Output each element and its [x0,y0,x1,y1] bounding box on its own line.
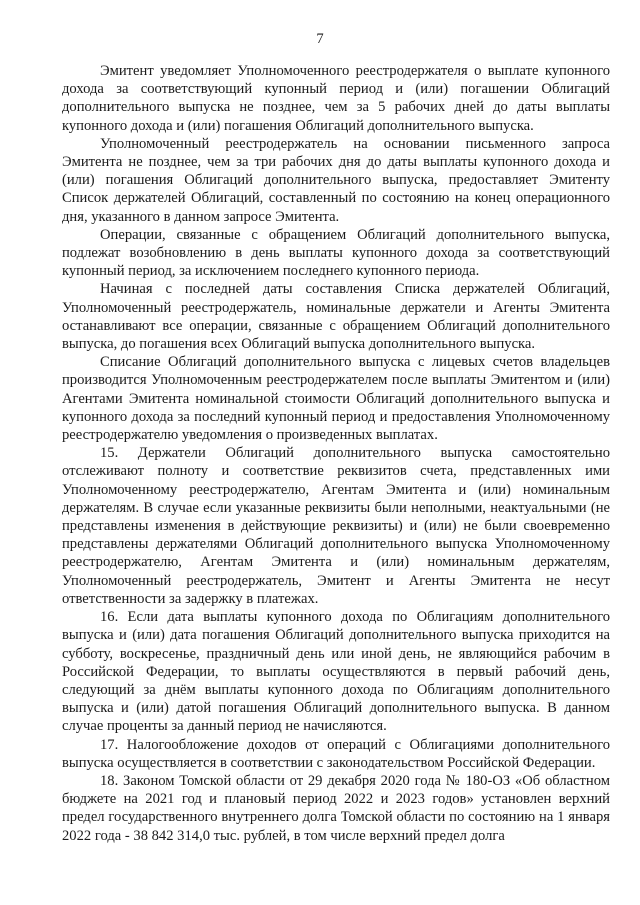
paragraph-item-15: 15. Держатели Облигаций дополнительного выпуска самостоятельно отслеживают полноту и соответствие реквизитов счета, представленных ими Уполномоченному реестродержателю, Агентам Эмитента и (или) номинальным держателям. В случае если указанные реквизиты были неполными, неактуальными (не представлены изменения в действующие реквизиты) и (или) не были своевременно представлены держателями Облигаций дополнительного выпуска Уполномоченному реестродержателю, Агентам Эмитента и (или) номинальным держателям, Уполномоченный реестродержатель, Эмитент и Агенты Эмитента не несут ответственности за задержку в платежах. [62,445,610,607]
paragraph-holders-list: Уполномоченный реестродержатель на основании письменного запроса Эмитента не позднее, чем за три рабочих дня до даты выплаты купонного дохода и (или) погашения Облигаций дополнительного выпуска, предоставляет Эмитенту Список держателей Облигаций, составленный по состоянию на конец операционного дня, указанного в данном запросе Эмитента. [62,135,610,225]
paragraph-write-off: Списание Облигаций дополнительного выпуска с лицевых счетов владельцев производится Уполномоченным реестродержателем после выплаты Эмитентом и (или) Агентами Эмитента номинальной стоимости Облигаций дополнительного выпуска и купонного дохода за последний купонный период и предоставления Уполномоченному реестродержателю уведомления о произведенных выплатах. [62,354,610,444]
paragraph-item-18: 18. Законом Томской области от 29 декабря 2020 года № 180-ОЗ «Об областном бюджете на 2021 год и плановый период 2022 и 2023 годов» установлен верхний предел государственного внутреннего долга Томской области по состоянию на 1 января 2022 года - 38 842 314,0 тыс. рублей, в том числе верхний предел долга [62,772,610,844]
paragraph-operations-resumption: Операции, связанные с обращением Облигаций дополнительного выпуска, подлежат возобновлению в день выплаты купонного дохода за соответствующий купонный период, за исключением последнего купонного периода. [62,226,610,280]
paragraph-operations-stop: Начиная с последней даты составления Списка держателей Облигаций, Уполномоченный реестродержатель, номинальные держатели и Агенты Эмитента останавливают все операции, связанные с обращением Облигаций дополнительного выпуска, до погашения всех Облигаций выпуска дополнительного выпуска. [62,281,610,353]
paragraph-item-17: 17. Налогообложение доходов от операций с Облигациями дополнительного выпуска осуществляется в соответствии с законодательством Российской Федерации. [62,736,610,771]
document-body [62,62,610,845]
paragraph-item-16: 16. Если дата выплаты купонного дохода по Облигациям дополнительного выпуска и (или) дата погашения Облигаций дополнительного выпуска приходится на субботу, воскресенье, праздничный день или иной день, не являющийся рабочим в Российской Федерации, то выплаты осуществляются в первый рабочий день, следующий за днём выплаты купонного дохода по Облигациям дополнительного выпуска и (или) датой погашения Облигаций дополнительного выпуска. В данном случае проценты за данный период не начисляются. [62,609,610,735]
page-number: 7 [316,31,324,47]
paragraph-issuer-notice: Эмитент уведомляет Уполномоченного реестродержателя о выплате купонного дохода за соответствующий купонный период и (или) погашении Облигаций дополнительного выпуска не позднее, чем за 5 рабочих дней до даты выплаты купонного дохода и (или) погашения Облигаций дополнительного выпуска. [62,63,610,134]
